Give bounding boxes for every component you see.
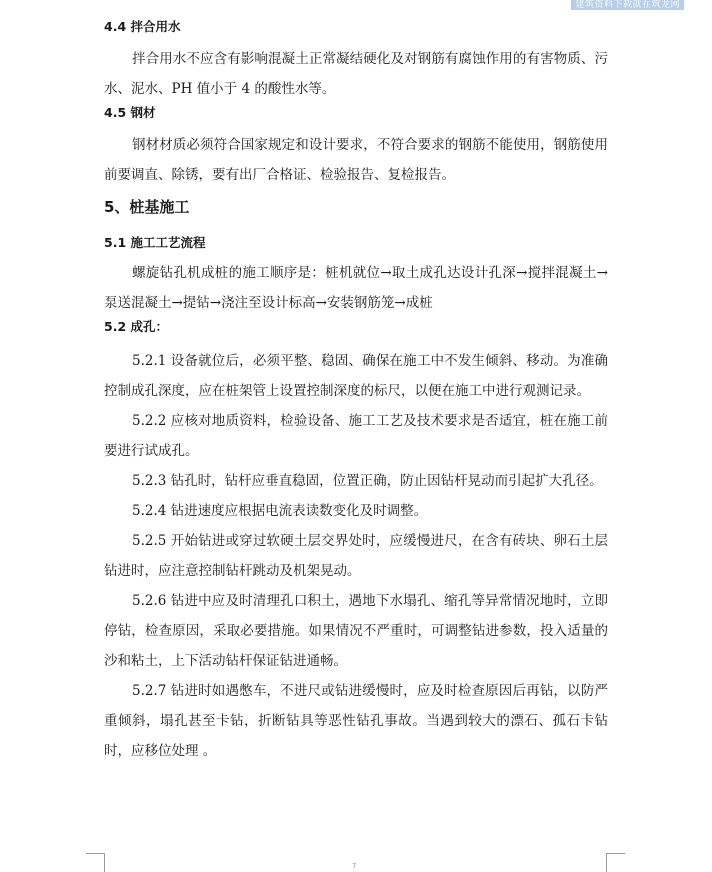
paragraph-5-1: 螺旋钻孔机成桩的施工顺序是：桩机就位→取土成孔达设计孔深→搅拌混凝土→泵送混凝土→提钻→浇注至设计标高→安装钢筋笼→成桩 [104,265,608,311]
heading-5: 5、桩基施工 [104,198,190,216]
page-number: 7 [352,862,357,870]
item-5-2-7: 5.2.7 钻进时如遇憋车，不进尺或钻进缓慢时，应及时检查原因后再钻，以防严重倾斜，塌孔甚至卡钻，折断钻具等恶性钻孔事故。当遇到较大的漂石、孤石卡钻时，应移位处理 。 [104,683,608,759]
crop-mark-bottom-left [86,853,105,872]
paragraph-4-4: 拌合用水不应含有影响混凝土正常凝结硬化及对钢筋有腐蚀作用的有害物质、污水、泥水、PH 值小于 4 的酸性水等。 [104,51,608,97]
item-5-2-5: 5.2.5 开始钻进或穿过软硬土层交界处时，应缓慢进尺，在含有砖块、卵石土层钻进时，应注意控制钻杆跳动及机架晃动。 [104,533,608,579]
heading-4-4: 4.4 拌合用水 [104,19,181,34]
document-body [104,16,608,766]
item-5-2-1: 5.2.1 设备就位后，必须平整、稳固、确保在施工中不发生倾斜、移动。为准确控制成孔深度，应在桩架管上设置控制深度的标尺，以便在施工中进行观测记录。 [104,353,608,399]
item-5-2-2: 5.2.2 应核对地质资料，检验设备、施工工艺及技术要求是否适宜，桩在施工前要进行试成孔。 [104,413,608,459]
item-5-2-3: 5.2.3 钻孔时，钻杆应垂直稳固，位置正确，防止因钻杆晃动而引起扩大孔径。 [132,473,603,489]
heading-5-2: 5.2 成孔： [104,319,168,334]
item-5-2-6: 5.2.6 钻进中应及时清理孔口积土，遇地下水塌孔、缩孔等异常情况地时，立即停钻，检查原因，采取必要措施。如果情况不严重时，可调整钻进参数，投入适量的沙和粘土，上下活动钻杆保证钻进通畅。 [104,593,608,669]
crop-mark-bottom-right [606,853,625,872]
item-5-2-4: 5.2.4 钻进速度应根据电流表读数变化及时调整。 [132,503,428,519]
watermark-banner: 建筑资料下载就在筑龙网 [571,0,684,10]
heading-4-5: 4.5 钢材 [104,105,156,120]
paragraph-4-5: 钢材材质必须符合国家规定和设计要求，不符合要求的钢筋不能使用，钢筋使用前要调直、除锈，要有出厂合格证、检验报告、复检报告。 [104,137,608,183]
heading-5-1: 5.1 施工工艺流程 [104,235,206,250]
